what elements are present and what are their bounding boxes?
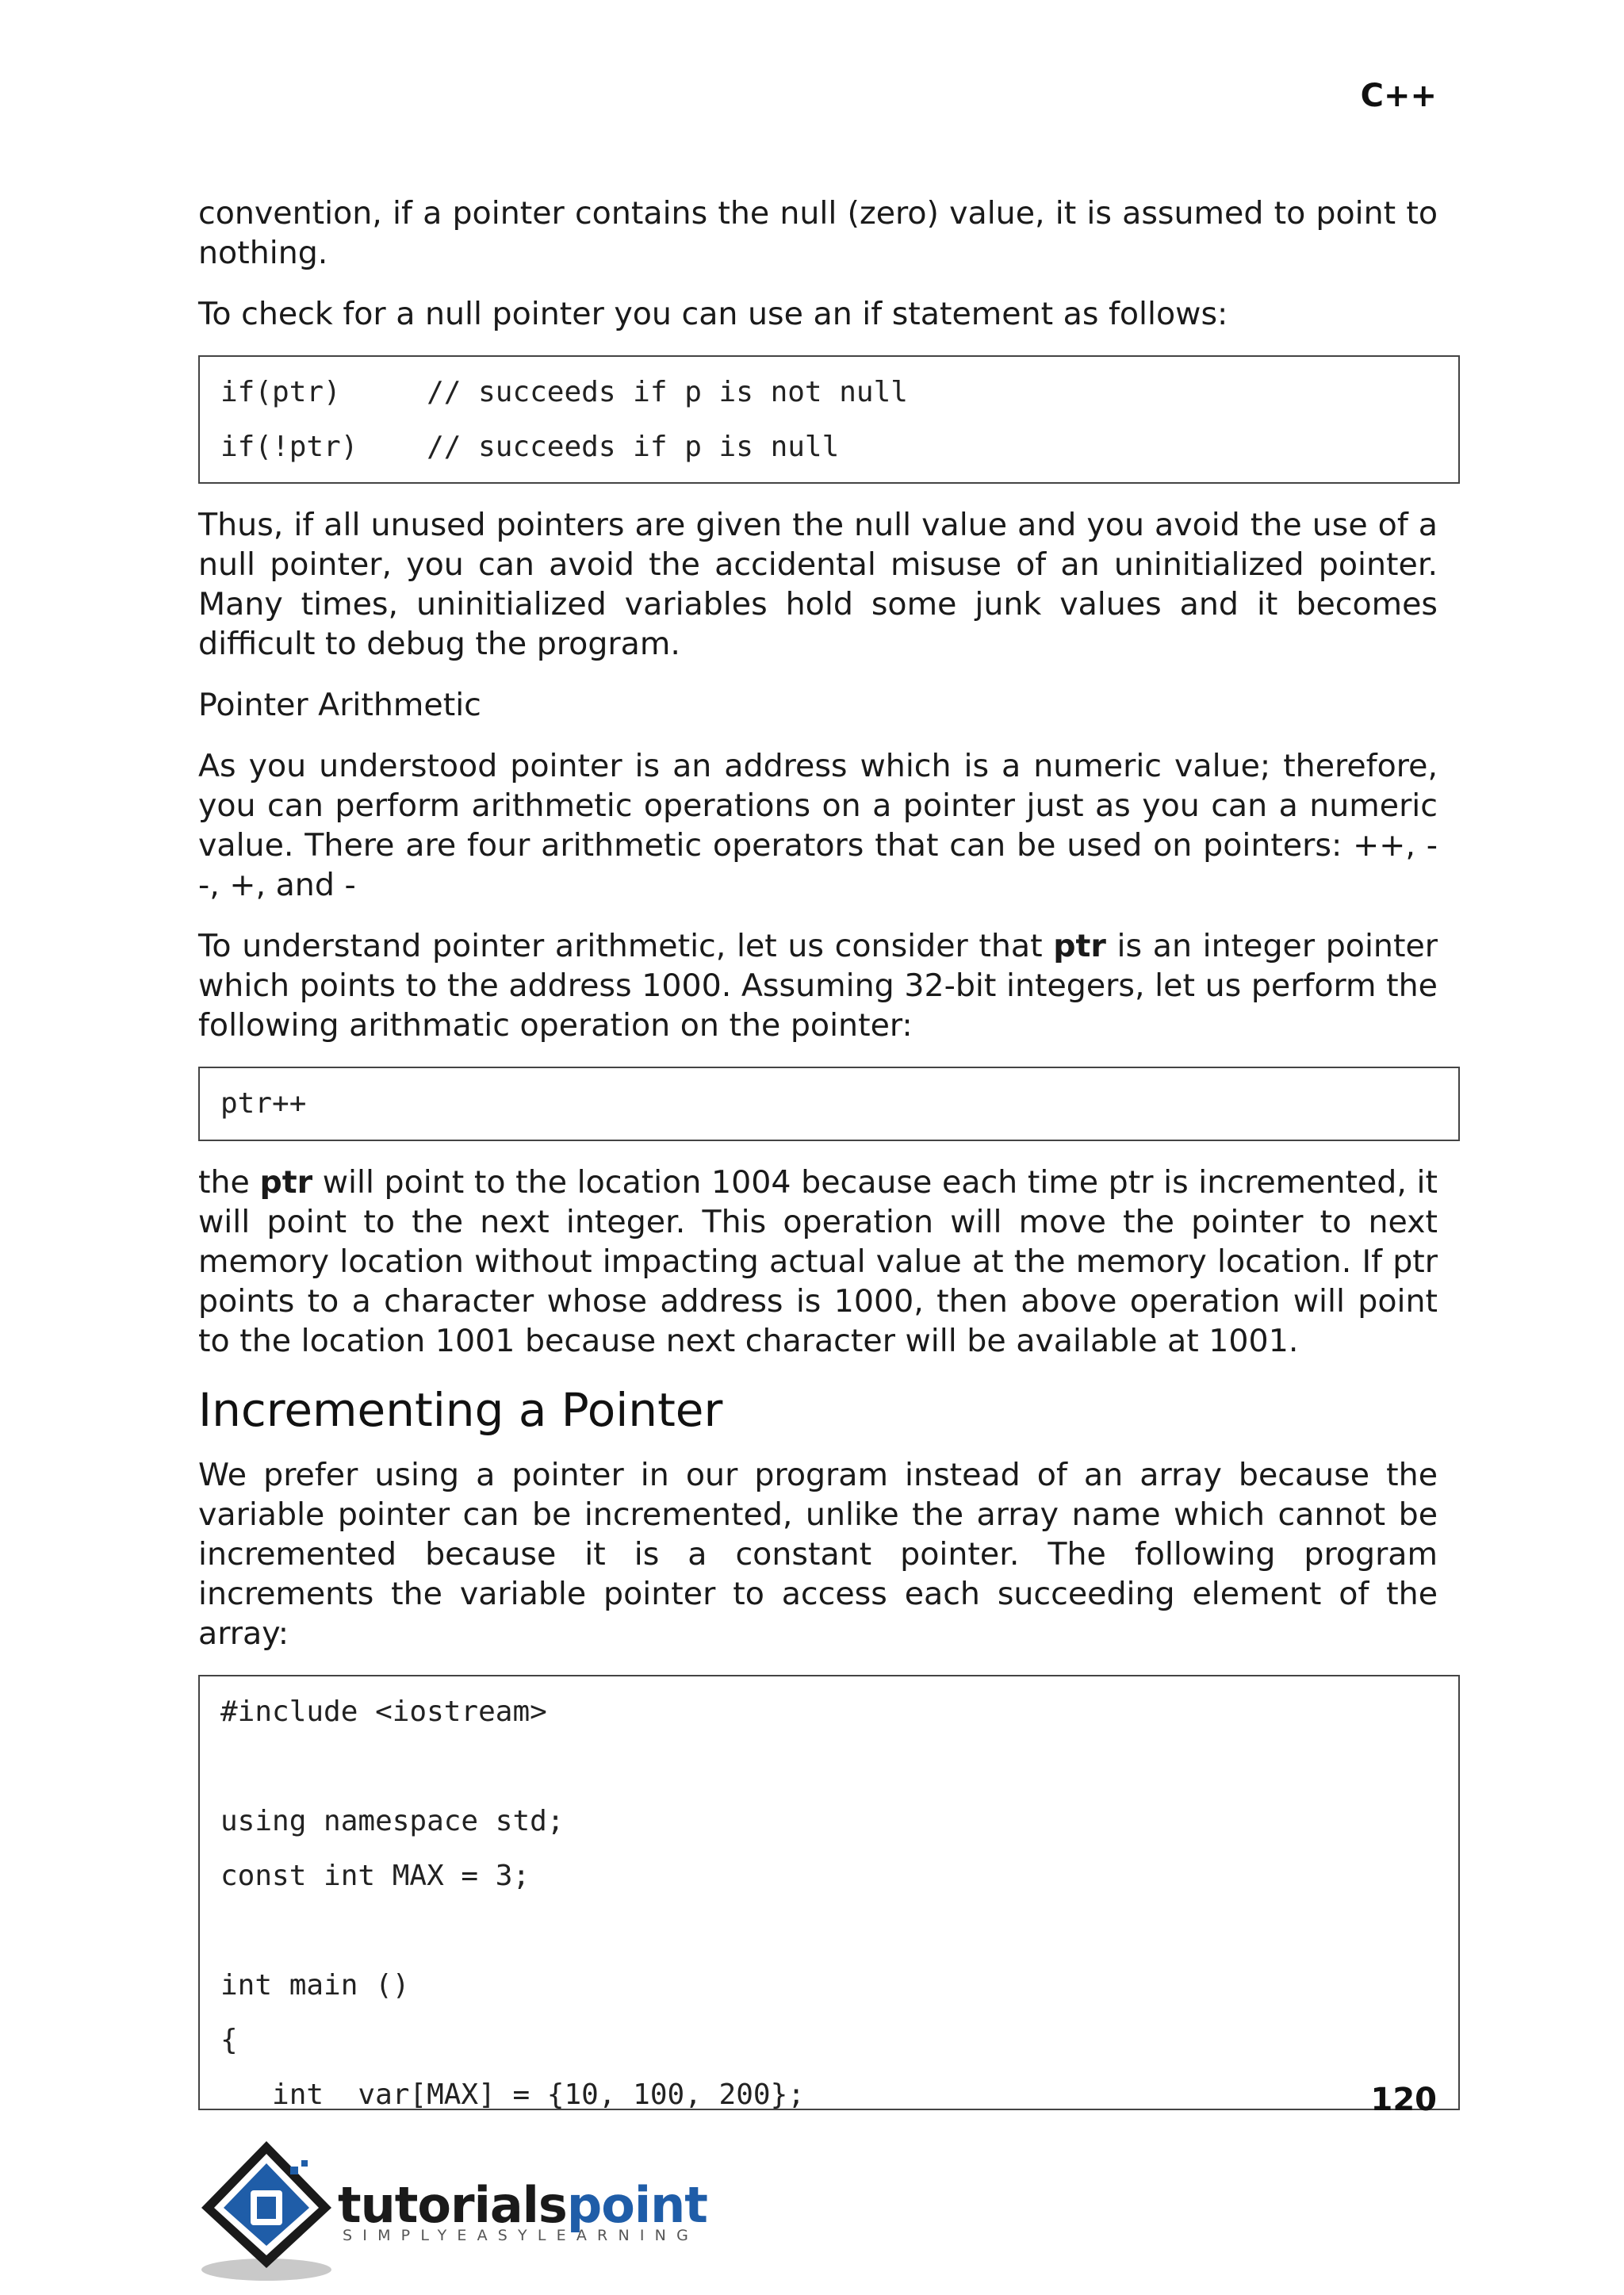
paragraph	[198, 1163, 1438, 1361]
text-run: is an integer pointer which points to the address 1000. Assuming 32-bit integers, let us perform the following arithmatic operation on the pointer:	[198, 928, 1438, 1044]
page-number: 120	[1370, 2082, 1437, 2118]
logo-tagline: SIMPLYEASYLEARNING	[343, 2227, 699, 2244]
code-line: if(!ptr) // succeeds if p is null	[220, 431, 840, 463]
sub-heading: Pointer Arithmetic	[198, 687, 481, 723]
code-line: int main ()	[220, 1969, 410, 2002]
code-line-blank	[220, 1903, 1438, 1958]
logo-wordmark	[338, 2176, 707, 2234]
paragraph: We prefer using a pointer in our program instead of an array because the variable pointer can be incremented, unlike the array name which cannot be incremented because it is a constant pointer. The following program increments the variable pointer to access each succeeding element of the array:	[198, 1457, 1438, 1652]
logo-word-point: point	[566, 2176, 707, 2234]
bold-code-term: ptr	[259, 1164, 313, 1201]
tutorialspoint-logo	[195, 2135, 707, 2285]
code-line: using namespace std;	[220, 1805, 565, 1837]
text-run: the	[198, 1164, 260, 1201]
paragraph	[198, 926, 1438, 1045]
code-line: int var[MAX] = {10, 100, 200};	[220, 2079, 805, 2110]
logo-word-tutorials: tutorials	[338, 2176, 567, 2234]
code-line-blank	[220, 1739, 1438, 1794]
page-content	[198, 193, 1438, 2132]
text-run: To understand pointer arithmetic, let us consider that	[198, 928, 1054, 964]
code-line: if(ptr) // succeeds if p is not null	[220, 376, 908, 408]
paragraph: To check for a null pointer you can use an if statement as follows:	[198, 296, 1228, 332]
paragraph: As you understood pointer is an address which is a numeric value; therefore, you can perform arithmetic operations on a pointer just as you can a numeric value. There are four arithmetic operators that can be used on pointers: ++, --, +, and -	[198, 748, 1438, 903]
bold-code-term: ptr	[1053, 928, 1106, 964]
text-run: will point to the location 1004 because each time ptr is incremented, it will point to the next integer. This operation will move the pointer to next memory location without impacting actual value at the memory location. If ptr points to a character whose address is 1000, then above operation will point to the location 1001 because next character will be available at 1001.	[198, 1164, 1438, 1359]
code-line: {	[220, 2024, 238, 2056]
code-line: const int MAX = 3;	[220, 1860, 530, 1892]
paragraph: convention, if a pointer contains the null (zero) value, it is assumed to point to nothing.	[198, 195, 1438, 271]
document-header-title: C++	[1360, 78, 1437, 114]
paragraph: Thus, if all unused pointers are given the null value and you avoid the use of a null pointer, you can avoid the accidental misuse of an uninitialized pointer. Many times, uninitialized variables hold some junk values and it becomes difficult to debug the program.	[198, 507, 1438, 662]
code-line: #include <iostream>	[220, 1695, 547, 1728]
code-line: ptr++	[220, 1087, 307, 1120]
code-block-program	[198, 1675, 1460, 2110]
code-block-null-check	[198, 355, 1460, 484]
section-heading: Incrementing a Pointer	[198, 1383, 723, 1437]
code-block-increment	[198, 1067, 1460, 1141]
logo-diamond-icon	[195, 2135, 346, 2285]
